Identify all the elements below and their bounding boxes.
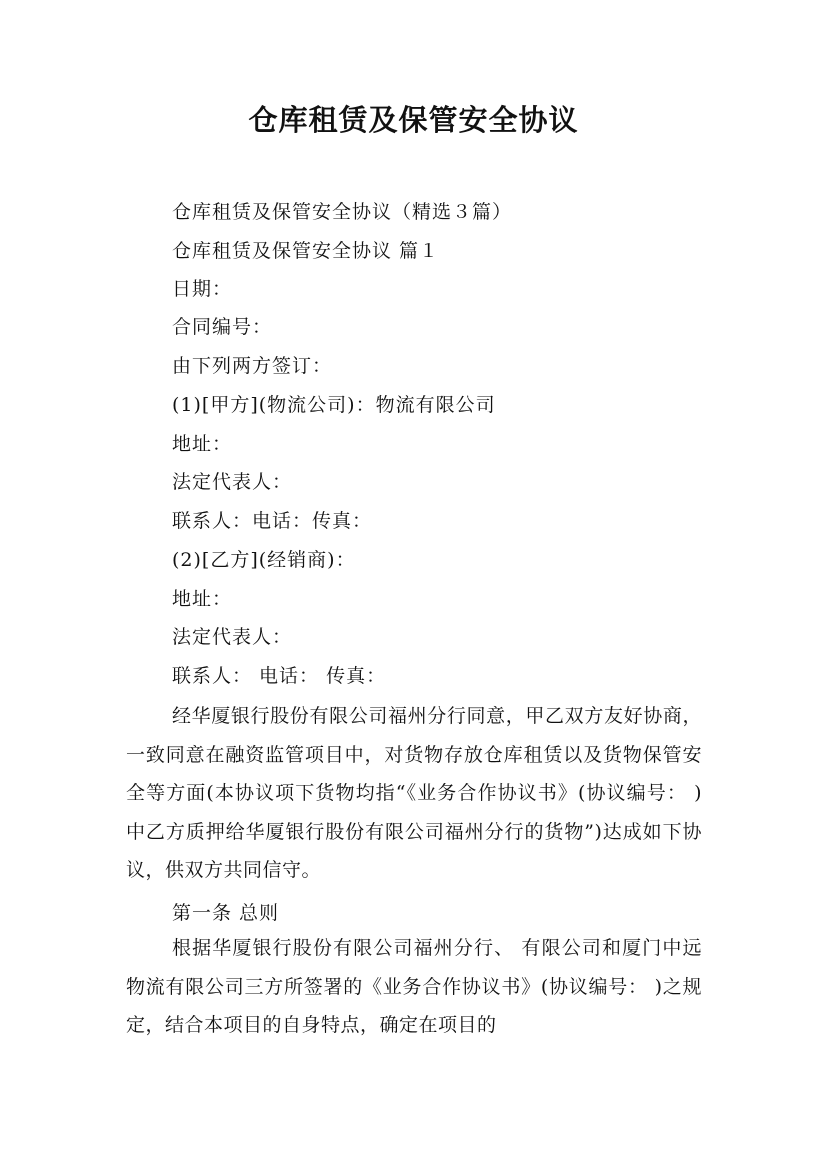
party-b-line: (2)[乙方](经销商)： bbox=[172, 549, 356, 571]
article-1-heading: 第一条 总则 bbox=[172, 902, 280, 924]
party-b-legal-rep: 法定代表人： bbox=[172, 626, 293, 648]
party-a-contact: 联系人：电话：传真： bbox=[172, 510, 373, 532]
party-b-address: 地址： bbox=[172, 588, 233, 610]
party-a-address: 地址： bbox=[172, 433, 233, 455]
contract-number-field: 合同编号： bbox=[172, 316, 273, 338]
party-a-line: (1)[甲方](物流公司)：物流有限公司 bbox=[172, 394, 496, 416]
signing-parties-line: 由下列两方签订： bbox=[172, 355, 333, 377]
date-field: 日期： bbox=[172, 278, 233, 300]
document-title: 仓库租赁及保管安全协议 bbox=[248, 103, 579, 137]
article-1-paragraph: 根据华厦银行股份有限公司福州分行、 有限公司和厦门中远物流有限公司三方所签署的《业务合作协议书》(协议编号： )之规定，结合本项目的自身特点，确定在项目的 bbox=[126, 937, 702, 1037]
party-a-legal-rep: 法定代表人： bbox=[172, 471, 293, 493]
document-subtitle: 仓库租赁及保管安全协议（精选３篇） bbox=[172, 201, 513, 223]
party-b-contact: 联系人： 电话： 传真： bbox=[172, 665, 387, 687]
intro-paragraph: 经华厦银行股份有限公司福州分行同意，甲乙双方友好协商，一致同意在融资监管项目中，对货物存放仓库租赁以及货物保管安全等方面(本协议项下货物均指“《业务合作协议书》(协议编号： )中乙方质押给华厦银行股份有限公司福州分行的货物”)达成如下协议，供双方共同信守。 bbox=[126, 705, 702, 882]
section-title: 仓库租赁及保管安全协议 篇１ bbox=[172, 240, 440, 262]
